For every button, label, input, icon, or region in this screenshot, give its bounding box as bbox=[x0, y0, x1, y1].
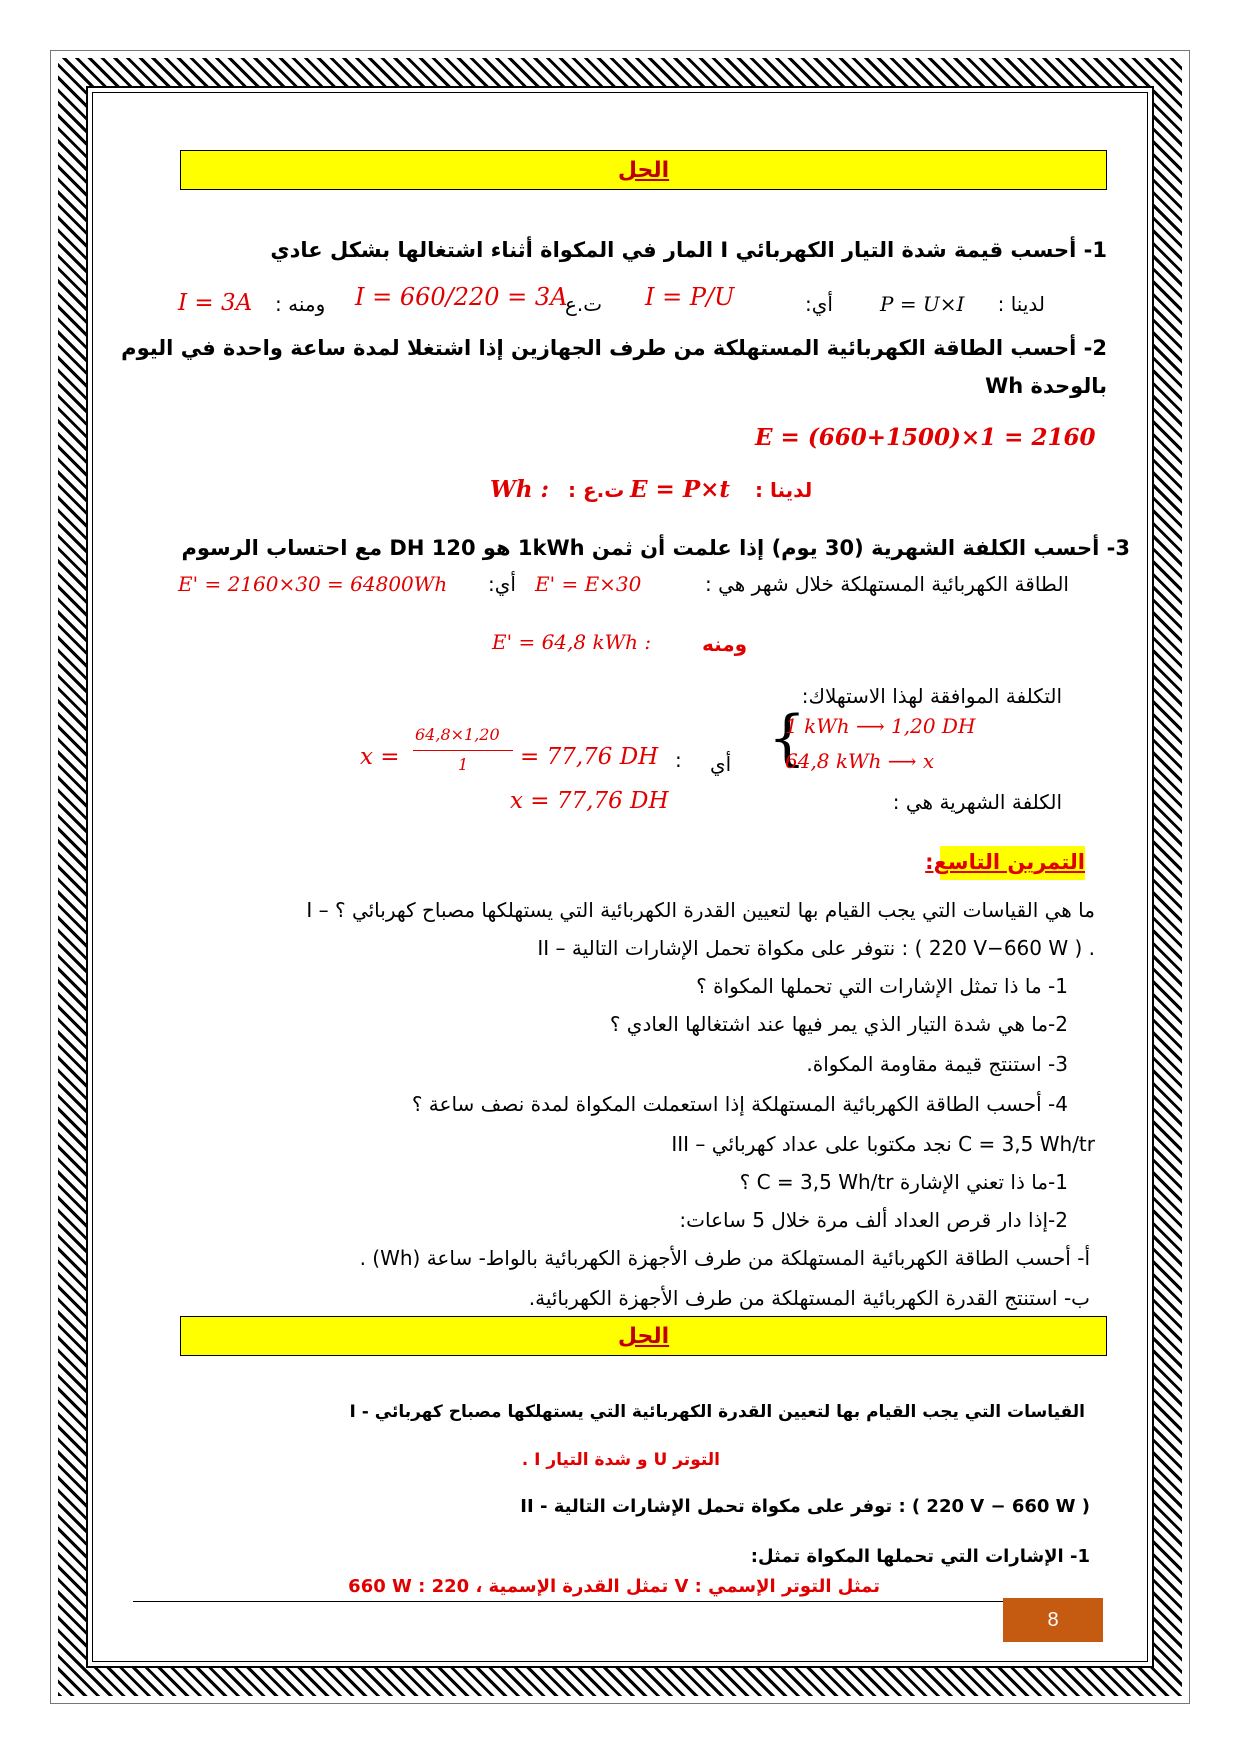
question-2-line1: 2- أحسب الطاقة الكهربائية المستهلكة من طرف الجهازين إذا اشتغلا لمدة ساعة واحدة في اليوم bbox=[121, 336, 1107, 360]
proportion-row-1: 1 kWh ⟶ 1,20 DH bbox=[785, 714, 976, 738]
q2-unit: Wh : bbox=[490, 476, 550, 503]
monthly-cost-label: الكلفة الشهرية هي : bbox=[892, 790, 1062, 814]
page-number: 8 bbox=[1003, 1598, 1103, 1642]
q1-power-formula: P = U×I bbox=[880, 292, 965, 316]
ex9-III-qa: أ- أحسب الطاقة الكهربائية المستهلكة من طرف الأجهزة الكهربائية بالواط- ساعة (Wh) . bbox=[359, 1246, 1090, 1270]
ex9-part-II: II – نتوفر على مكواة تحمل الإشارات التالية : ( 220 V−660 W ) . bbox=[537, 936, 1095, 960]
proportion-row-2: 64,8 kWh ⟶ x bbox=[785, 749, 935, 773]
q3-kwh-result: E' = 64,8 kWh : bbox=[492, 630, 652, 654]
q3-energy-label: الطاقة الكهربائية المستهلكة خلال شهر هي : bbox=[704, 572, 1069, 596]
q2-result: E = (660+1500)×1 = 2160 bbox=[755, 424, 1096, 451]
proportion-brace: { bbox=[768, 703, 807, 773]
q3-ie-label: أي: bbox=[488, 572, 516, 596]
q1-so-label: ومنه : bbox=[275, 292, 326, 316]
solution-banner-2 bbox=[180, 1316, 1107, 1356]
q3-so-label: ومنه bbox=[702, 632, 748, 656]
question-1: 1- أحسب قيمة شدة التيار الكهربائي I المار في المكواة أثناء اشتغالها بشكل عادي bbox=[270, 238, 1107, 262]
q1-current-formula: I = P/U bbox=[645, 283, 735, 311]
sol-II-q1-answer: 660 W : تمثل القدرة الإسمية ، 220 V : تمثل التوتر الإسمي bbox=[348, 1576, 880, 1597]
ex9-II-q2: 2-ما هي شدة التيار الذي يمر فيها عند اشتغالها العادي ؟ bbox=[609, 1012, 1068, 1036]
footer-rule bbox=[133, 1601, 1003, 1602]
q1-result: I = 3A bbox=[178, 290, 253, 316]
ex9-II-q1: 1- ما ذا تمثل الإشارات التي تحملها المكواة ؟ bbox=[696, 974, 1068, 998]
q3-ie2-label: أي bbox=[710, 752, 732, 776]
exercise-9-title: التمرين التاسع: bbox=[925, 850, 1085, 874]
ex9-II-q4: 4- أحسب الطاقة الكهربائية المستهلكة إذا استعملت المكواة لمدة نصف ساعة ؟ bbox=[411, 1092, 1068, 1116]
solution-banner-title: الحل bbox=[617, 157, 670, 183]
q3-cost-label: التكلفة الموافقة لهذا الاستهلاك: bbox=[801, 684, 1062, 708]
q3-colon: : bbox=[675, 748, 682, 772]
monthly-cost-result: x = 77,76 DH bbox=[510, 788, 669, 814]
sol-II-q1: 1- الإشارات التي تحملها المكواة تمثل: bbox=[750, 1546, 1090, 1567]
cost-fraction-denominator: 1 bbox=[458, 755, 469, 774]
cost-fraction-result: = 77,76 DH bbox=[520, 744, 659, 770]
cost-fraction-numerator: 64,8×1,20 bbox=[415, 725, 500, 744]
solution-banner-2-title: الحل bbox=[617, 1323, 670, 1349]
q3-energy-result: E' = 2160×30 = 64800Wh bbox=[178, 572, 448, 596]
q1-given-label: لدينا : bbox=[997, 292, 1045, 316]
q3-energy-formula: E' = E×30 bbox=[535, 572, 642, 596]
q1-ta-label: ت.ع bbox=[565, 292, 603, 316]
ex9-part-I: I – ما هي القياسات التي يجب القيام بها لتعيين القدرة الكهربائية التي يستهلكها مصباح كهربائي ؟ bbox=[306, 898, 1095, 922]
q2-ta-label: ت.ع : bbox=[568, 478, 625, 502]
ex9-II-q3: 3- استنتج قيمة مقاومة المكواة. bbox=[806, 1052, 1068, 1076]
cost-x-equals: x = bbox=[360, 744, 400, 770]
q2-energy-formula: E = P×t bbox=[630, 476, 731, 503]
sol-I-question: I - القياسات التي يجب القيام بها لتعيين القدرة الكهربائية التي يستهلكها مصباح كهربائي bbox=[349, 1402, 1085, 1422]
sol-I-answer: التوتر U و شدة التيار I . bbox=[521, 1450, 720, 1470]
cost-fraction-bar bbox=[413, 750, 513, 751]
ex9-III-qb: ب- استنتج القدرة الكهربائية المستهلكة من طرف الأجهزة الكهربائية. bbox=[528, 1286, 1090, 1310]
ex9-part-III: III – نجد مكتوبا على عداد كهربائي C = 3,5 Wh/tr bbox=[671, 1132, 1095, 1156]
sol-II-statement: II - توفر على مكواة تحمل الإشارات التالية : ( 220 V − 660 W ) bbox=[520, 1496, 1090, 1517]
ex9-III-q1: 1-ما ذا تعني الإشارة C = 3,5 Wh/tr ؟ bbox=[739, 1170, 1068, 1194]
q2-given-label: لدينا : bbox=[755, 478, 813, 502]
q1-ie-label: أي: bbox=[805, 292, 833, 316]
ex9-III-q2: 2-إذا دار قرص العداد ألف مرة خلال 5 ساعات: bbox=[679, 1208, 1068, 1232]
question-2-line2: بالوحدة Wh bbox=[985, 374, 1107, 398]
q1-calculation: I = 660/220 = 3A bbox=[355, 283, 568, 311]
solution-banner bbox=[180, 150, 1107, 190]
question-3: 3- أحسب الكلفة الشهرية (30 يوم) إذا علمت أن ثمن 1kWh هو 120 DH مع احتساب الرسوم bbox=[181, 536, 1130, 560]
